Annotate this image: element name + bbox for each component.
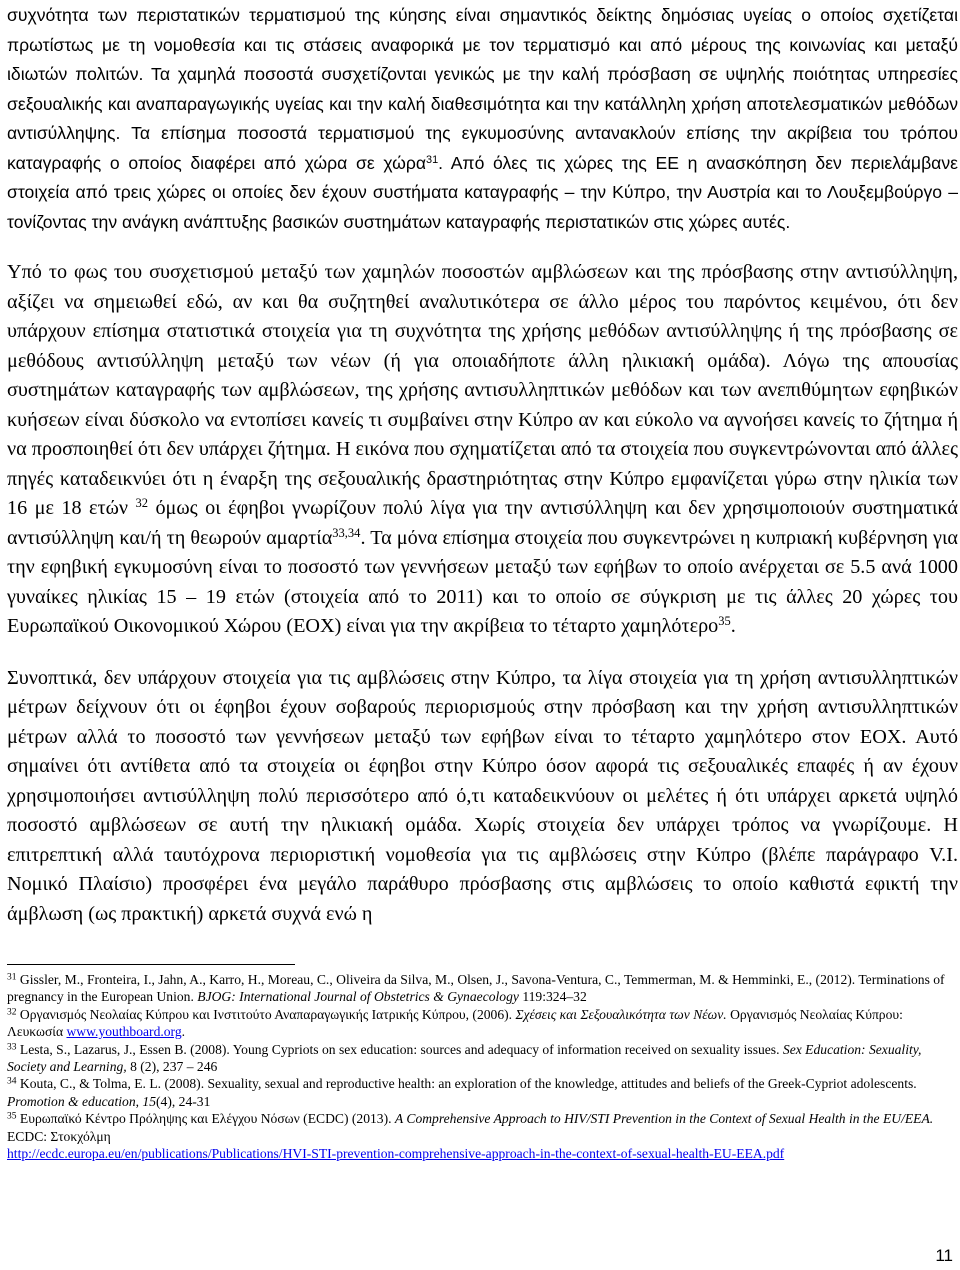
footnote-ref-32[interactable]: 32	[135, 496, 149, 511]
footnote-journal: Promotion & education	[7, 1093, 136, 1109]
footnote-volume: 15	[142, 1093, 157, 1109]
footnote-number: 33	[7, 1042, 17, 1053]
footnote-end: .	[181, 1024, 186, 1040]
document-page	[7, 0, 958, 1162]
footnote-33	[7, 1041, 958, 1076]
paragraph-2-text-c: . Τα μόνα επίσημα στοιχεία που συγκεντρώνει η κυπριακή κυβέρνηση για την εφηβική εγκυμοσύνη είναι το ποσοστό των γεννήσεων μεταξύ των εφήβων το οποίο ανέρχεται σε 5.5 ανά 1000 γυναίκες ηλικίας 15 – 19 ετών (στοιχεία από το 2011) και το οποίο σε σύγκριση με τις άλλες 20 χώρες του Ευρωπαϊκού Οικονομικού Χώρου (ΕΟΧ) είναι για την ακρίβεια το τέταρτο χαμηλότερο	[7, 526, 958, 637]
footnote-32	[7, 1006, 958, 1041]
footnote-title: Σχέσεις και Σεξουαλικότητα των Νέων.	[515, 1006, 727, 1022]
paragraph-2-text-b: όμως οι έφηβοι γνωρίζουν πολύ λίγα για την αντισύλληψη και δεν χρησιμοποιούν συστηματικά αντισύλληψη και/ή τη θεωρούν αμαρτία	[7, 497, 958, 549]
footnote-35	[7, 1110, 958, 1162]
footnote-tail: Οργανισμός Νεολαίας Κύπρου: Λευκωσία	[7, 1006, 903, 1040]
paragraph-3: Συνοπτικά, δεν υπάρχουν στοιχεία για τις αμβλώσεις στην Κύπρο, τα λίγα στοιχεία για τη χρήση αντισυλληπτικών μέτρων δείχνουν ότι οι έφηβοι έχουν σοβαρούς περιορισμούς στην πρόσβαση και την χρήση αντισυλληπτικών μέτρων αλλά το ποσοστό των γεννήσεων μεταξύ των εφήβων είναι το τέταρτο χαμηλότερο στον ΕΟΧ. Αυτό σημαίνει ότι αντίθετα από τα στοιχεία οι έφηβοι στην Κύπρο όσον αφορά τις σεξουαλικές επαφές ή αν έχουν χρησιμοποιήσει αντισύλληψη πολύ περισσότερο από ό,τι καταδεικνύουν οι μελέτες ή ότι υπάρχει αρκετά υψηλό ποσοστό αμβλώσεων σε αυτή την ηλικιακή ομάδα. Χωρίς στοιχεία δεν υπάρχει τρόπος να γνωρίζουμε. Η επιτρεπτική αλλά ταυτόχρονα περιοριστική νομοθεσία για τις αμβλώσεις στην Κύπρο (βλέπε παράγραφο V.I. Νομικό Πλαίσιο) προσφέρει ένα μεγάλο παράθυρο πρόσβασης στις αμβλώσεις το οποίο καθιστά εφικτή την άμβλωση (ως πρακτική) αρκετά συχνά ενώ η	[7, 666, 958, 925]
footnote-separator-text: ,	[135, 1093, 143, 1109]
footnote-tail: 119:324–32	[518, 989, 587, 1005]
youthboard-link[interactable]: www.youthboard.org	[66, 1024, 182, 1040]
footnote-text: Ευρωπαϊκό Κέντρο Πρόληψης και Ελέγχου Νόσων (ECDC) (2013).	[16, 1111, 395, 1127]
footnote-text: Kouta, C., & Tolma, E. L. (2008). Sexuality, sexual and reproductive health: an exploration of the knowledge, attitudes and beliefs of the Greek-Cypriot adolescents.	[16, 1076, 917, 1092]
footnote-ref-33-34[interactable]: 33,34	[332, 525, 361, 540]
footnote-ref-35[interactable]: 35	[718, 614, 731, 629]
page-number: 11	[935, 1246, 953, 1265]
footnote-number: 32	[7, 1007, 17, 1018]
footnote-journal: BJOG: International Journal of Obstetrics & Gynaecology	[197, 989, 519, 1005]
paragraph-2	[7, 258, 958, 642]
footnote-number: 31	[7, 972, 17, 983]
paragraph-1-text-a: συχνότητα των περιστατικών τερματισμού της κύησης είναι σημαντικός δείκτης δημόσιας υγείας ο οποίος σχετίζεται πρωτίστως με τη νομοθεσία και τις στάσεις αναφορικά με τον τερματισμό και από μέρους της κοινωνίας και μεταξύ ιδιωτών πολιτών. Τα χαμηλά ποσοστά συσχετίζονται γενικώς με την καλή πρόσβαση σε υψηλής ποιότητας υπηρεσίες σεξουαλικής και αναπαραγωγικής υγείας και την καλή διαθεσιμότητα και την κατάλληλη χρήση αποτελεσματικών μεθόδων αντισύλληψης. Τα επίσημα ποσοστά τερματισμού της εγκυμοσύνης αντανακλούν επίσης την ακρίβεια του τρόπου καταγραφής ο οποίος διαφέρει από χώρα σε χώρα	[7, 5, 958, 173]
footnote-34	[7, 1075, 958, 1110]
footnote-text: Lesta, S., Lazarus, J., Essen B. (2008). Young Cypriots on sex education: sources and adequacy of information received on sexuality issues.	[16, 1041, 783, 1057]
footnote-31	[7, 971, 958, 1006]
footnotes	[7, 971, 958, 1162]
footnote-text: Gissler, M., Fronteira, I., Jahn, A., Karro, H., Moreau, C., Oliveira da Silva, M., Olsen, J., Savona-Ventura, C., Temmerman, M. & Hemminki, E., (2012). Terminations of pregnancy in the European Union.	[7, 972, 945, 1005]
footnote-tail: ECDC: Στοκχόλμη	[7, 1128, 111, 1144]
footnote-separator	[7, 964, 295, 965]
footnote-journal: Sex Education: Sexuality, Society and Learning,	[7, 1041, 922, 1075]
paragraph-1	[7, 0, 958, 237]
paragraph-2-text-a: Υπό το φως του συσχετισμού μεταξύ των χαμηλών ποσοστών αμβλώσεων και της πρόσβασης στην αντισύλληψη, αξίζει να σημειωθεί εδώ, αν και θα συζητηθεί αναλυτικότερα σε άλλο μέρος του παρόντος κειμένου, ότι δεν υπάρχουν επίσημα στατιστικά στοιχεία για τη συχνότητα της χρήσης μεθόδων αντισύλληψης ή της πρόσβασης σε μεθόδους αντισύλληψη μεταξύ των νέων (ή για οποιαδήποτε άλλη ηλικιακή ομάδα). Λόγω της απουσίας συστημάτων καταγραφής των αμβλώσεων, της χρήσης αντισυλληπτικών μεθόδων και των ανεπιθύμητων εφηβικών κυήσεων είναι δύσκολο να εντοπίσει κανείς τι συμβαίνει στην Κύπρο αν και εύκολο να αγνοήσει κανείς το ζήτημα ή να προσποιηθεί ότι δεν υπάρχει ζήτημα. Η εικόνα που σχηματίζεται από τα στοιχεία που συγκεντρώνονται από άλλες πηγές καταδεικνύει ότι η έναρξη της σεξουαλικής δραστηριότητας στην Κύπρο εμφανίζεται γύρω στην ηλικία των 16 με 18 ετών	[7, 261, 958, 519]
footnote-text: Οργανισμός Νεολαίας Κύπρου και Ινστιτούτο Αναπαραγωγικής Ιατρικής Κύπρου, (2006).	[16, 1006, 516, 1022]
paragraph-1-text-b: . Από όλες τις χώρες της ΕΕ η ανασκόπηση δεν περιελάμβανε στοιχεία από τρεις χώρες οι οποίες δεν έχουν συστήματα καταγραφής – την Κύπρο, την Αυστρία και το Λουξεμβούργο – τονίζοντας την ανάγκη ανάπτυξης βασικών συστημάτων καταγραφής περιστατικών στις χώρες αυτές.	[7, 152, 958, 232]
footnote-number: 34	[7, 1077, 17, 1088]
ecdc-link[interactable]: http://ecdc.europa.eu/en/publications/Publications/HVI-STI-prevention-comprehensive-approach-in-the-context-of-sexual-health-EU-EEA.pdf	[7, 1146, 785, 1162]
footnote-tail: 8 (2), 237 – 246	[126, 1059, 218, 1075]
footnote-tail: (4), 24-31	[156, 1093, 211, 1109]
footnote-number: 35	[7, 1111, 17, 1122]
footnote-ref-31[interactable]: 31	[426, 153, 439, 166]
footnote-title: A Comprehensive Approach to HIV/STI Prevention in the Context of Sexual Health in the EU/EEA.	[394, 1111, 934, 1127]
paragraph-2-text-d: .	[730, 615, 736, 637]
